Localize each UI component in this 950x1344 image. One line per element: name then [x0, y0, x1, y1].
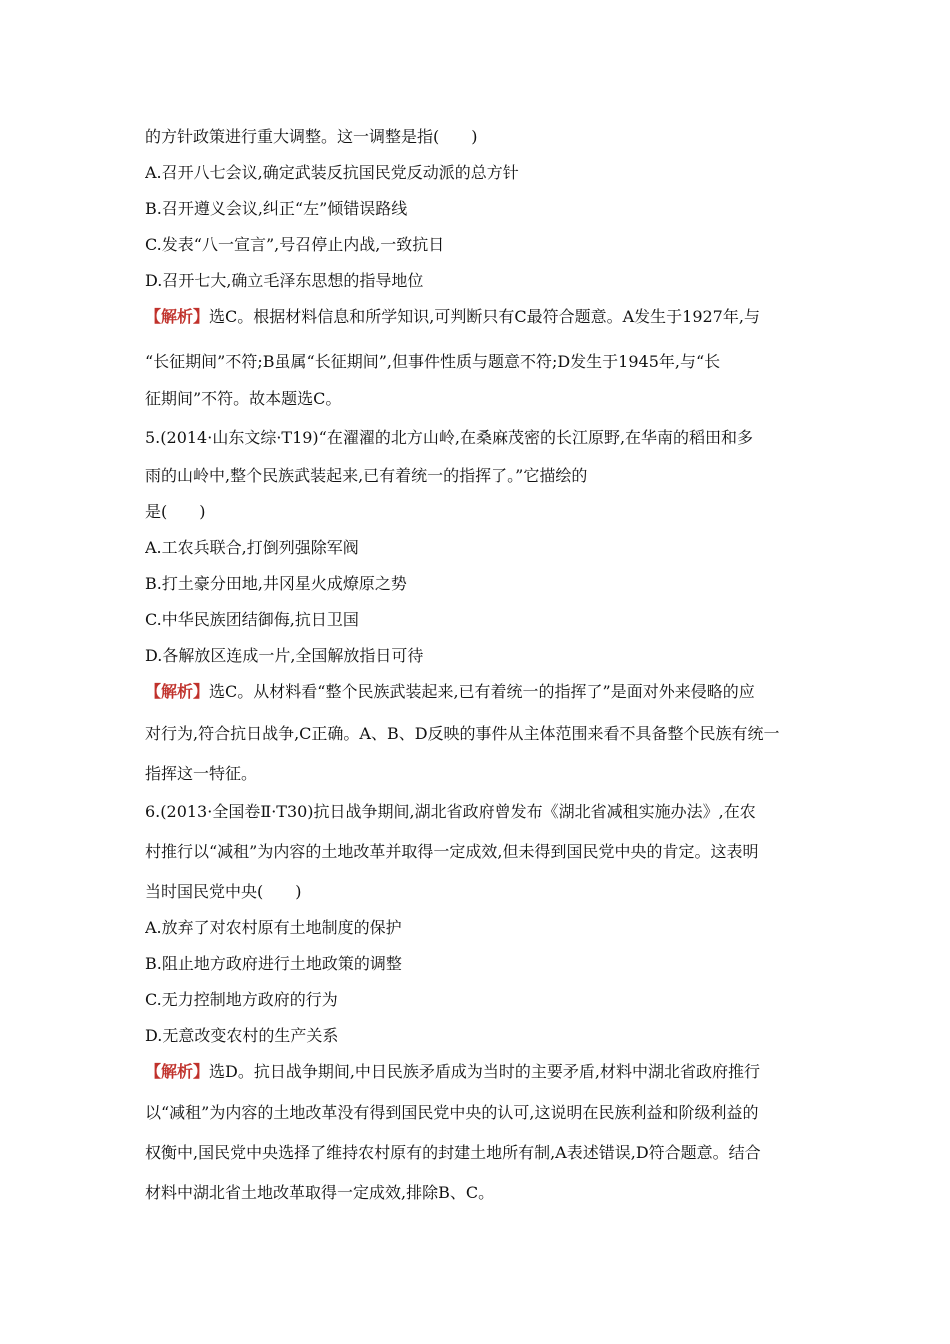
q5-analysis-line-2: 对行为,符合抗日战争,C正确。A、B、D反映的事件从主体范围来看不具备整个民族有统一 [145, 724, 780, 743]
q4-analysis-line-3: 征期间”不符。故本题选C。 [145, 389, 342, 408]
q6-option-d: D.无意改变农村的生产关系 [145, 1026, 339, 1045]
q6-stem-line-2: 村推行以“减租”为内容的土地改革并取得一定成效,但未得到国民党中央的肯定。这表明 [145, 842, 759, 861]
q5-option-b: B.打土豪分田地,井冈星火成燎原之势 [145, 574, 407, 593]
q4-stem-tail: 的方针政策进行重大调整。这一调整是指( ) [145, 127, 478, 146]
q4-option-b: B.召开遵义会议,纠正“左”倾错误路线 [145, 199, 408, 218]
q5-option-c: C.中华民族团结御侮,抗日卫国 [145, 610, 359, 629]
q4-analysis-line-1 [145, 307, 835, 327]
q5-analysis-line-1 [145, 682, 835, 702]
q5-analysis-text-1: 选C。从材料看“整个民族武装起来,已有着统一的指挥了”是面对外来侵略的应 [209, 682, 755, 701]
q4-analysis-line-2: “长征期间”不符;B虽属“长征期间”,但事件性质与题意不符;D发生于1945年,与“长 [145, 352, 721, 371]
q6-analysis-text-1: 选D。抗日战争期间,中日民族矛盾成为当时的主要矛盾,材料中湖北省政府推行 [209, 1062, 761, 1081]
analysis-tag: 【解析】 [145, 682, 210, 701]
q6-analysis-line-2: 以“减租”为内容的土地改革没有得到国民党中央的认可,这说明在民族利益和阶级利益的 [145, 1103, 759, 1122]
q6-stem-line-1: 6.(2013·全国卷Ⅱ·T30)抗日战争期间,湖北省政府曾发布《湖北省减租实施办法》,在农 [145, 802, 756, 821]
q5-stem-line-3: 是( ) [145, 502, 206, 521]
q6-stem-line-3: 当时国民党中央( ) [145, 882, 302, 901]
analysis-tag: 【解析】 [145, 307, 210, 326]
q5-stem-line-1: 5.(2014·山东文综·T19)“在濯濯的北方山岭,在桑麻茂密的长江原野,在华南的稻田和多 [145, 428, 754, 447]
analysis-tag: 【解析】 [145, 1062, 210, 1081]
q6-option-a: A.放弃了对农村原有土地制度的保护 [145, 918, 402, 937]
q6-option-c: C.无力控制地方政府的行为 [145, 990, 338, 1009]
q6-option-b: B.阻止地方政府进行土地政策的调整 [145, 954, 402, 973]
q5-option-a: A.工农兵联合,打倒列强除军阀 [145, 538, 359, 557]
q4-option-d: D.召开七大,确立毛泽东思想的指导地位 [145, 271, 424, 290]
q4-analysis-text-1: 选C。根据材料信息和所学知识,可判断只有C最符合题意。A发生于1927年,与 [209, 307, 760, 326]
q6-analysis-line-1 [145, 1062, 835, 1082]
q5-analysis-line-3: 指挥这一特征。 [145, 764, 258, 783]
q5-stem-line-2: 雨的山岭中,整个民族武装起来,已有着统一的指挥了。”它描绘的 [145, 466, 588, 485]
q5-option-d: D.各解放区连成一片,全国解放指日可待 [145, 646, 424, 665]
q4-option-c: C.发表“八一宣言”,号召停止内战,一致抗日 [145, 235, 445, 254]
q6-analysis-line-3: 权衡中,国民党中央选择了维持农村原有的封建土地所有制,A表述错误,D符合题意。结合 [145, 1143, 761, 1162]
q4-option-a: A.召开八七会议,确定武装反抗国民党反动派的总方针 [145, 163, 519, 182]
q6-analysis-line-4: 材料中湖北省土地改革取得一定成效,排除B、C。 [145, 1183, 495, 1202]
